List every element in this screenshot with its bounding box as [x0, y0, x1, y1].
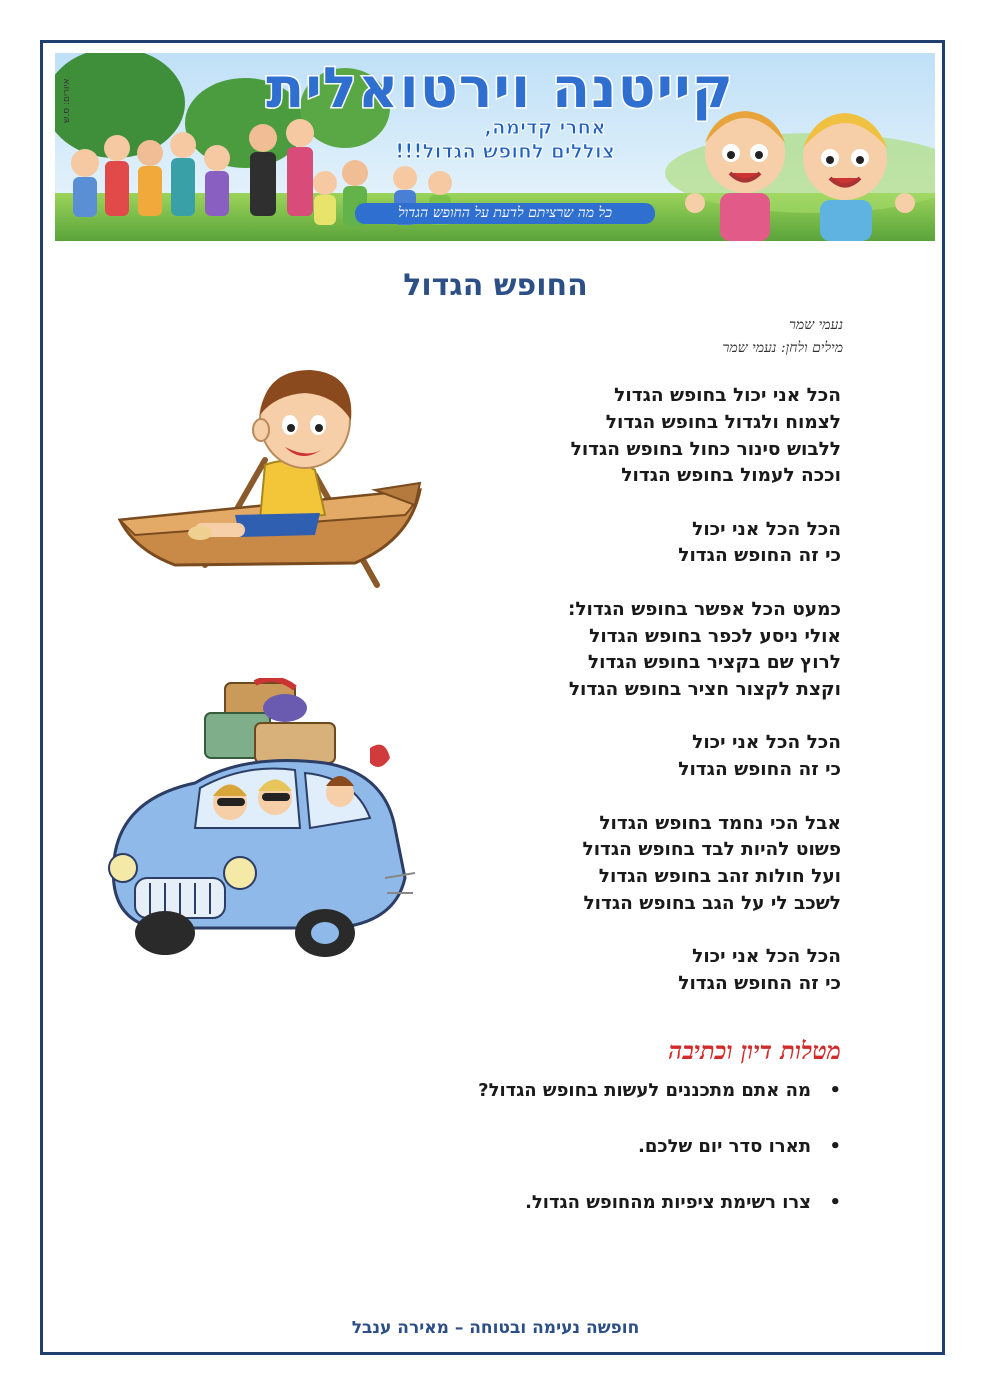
poem-line: כי זה החופש הגדול [678, 973, 841, 995]
task-text: מה אתם מתכננים לעשות בחופש הגדול? [478, 1080, 811, 1101]
page-title: החופש הגדול [403, 268, 588, 303]
family-car-illustration [95, 678, 415, 972]
banner-title: קייטנה וירטואלית [266, 56, 734, 121]
poem-line: לרוץ שם בקציר בחופש הגדול [587, 652, 841, 674]
banner-subtitle-line1: אחרי קדימה, [484, 115, 606, 139]
list-item [478, 1078, 841, 1134]
poem-line: אולי ניסע לכפר בחופש הגדול [589, 625, 841, 647]
poem-line: וקצת לקצור חציר בחופש הגדול [568, 679, 841, 701]
poem-line: ללבוש סינור כחול בחופש הגדול [570, 438, 841, 460]
chorus [568, 730, 841, 784]
author-name: נעמי שמר [789, 317, 843, 333]
song-credits [722, 314, 843, 360]
poem-line: לצמוח ולגדול בחופש הגדול [605, 411, 841, 433]
header-banner [55, 53, 935, 241]
bullet-icon: • [829, 1192, 841, 1213]
poem-lyrics [568, 383, 841, 1024]
poem-line: אבל הכי נחמד בחופש הגדול [599, 812, 841, 834]
poem-line: הכל אני יכול בחופש הגדול [614, 385, 841, 406]
stanza [568, 811, 841, 918]
discussion-tasks-title: מטלות דיון וכתיבה [668, 1036, 841, 1065]
lyrics-music-credit: מילים ולחן: נעמי שמר [722, 340, 843, 356]
poem-line: לשכב לי על הגב בחופש הגדול [583, 892, 841, 914]
poem-line: הכל הכל אני יכול [692, 732, 841, 754]
poem-line: וככה לעמול בחופש הגדול [621, 465, 841, 487]
bullet-icon: • [829, 1136, 841, 1157]
chorus [568, 517, 841, 571]
poem-line: כי זה החופש הגדול [678, 545, 841, 567]
poem-line: הכל הכל אני יכול [692, 946, 841, 968]
list-item [478, 1190, 841, 1246]
task-text: תארו סדר יום שלכם. [638, 1136, 811, 1157]
chorus [568, 944, 841, 998]
stanza [568, 597, 841, 704]
poem-line: כי זה החופש הגדול [678, 759, 841, 781]
footer-signature: חופשה נעימה ובטוחה – מאירה ענבל [351, 1318, 640, 1338]
poem-line: כמעט הכל אפשר בחופש הגדול: [567, 598, 841, 620]
svg-text:איורים: ס.ש: איורים: ס.ש [62, 78, 72, 123]
banner-subtitle-line2: צוללים לחופש הגדול!!! [395, 139, 615, 163]
boy-in-boat-illustration [115, 365, 435, 599]
poem-line: ועל חולות זהב בחופש הגדול [598, 866, 841, 888]
task-text: צרו רשימת ציפיות מהחופש הגדול. [525, 1192, 811, 1213]
poem-line: פשוט להיות לבד בחופש הגדול [582, 839, 841, 861]
stanza [568, 383, 841, 490]
banner-tagline: כל מה שרציתם לדעת על החופש הגדול [355, 203, 655, 224]
poem-line: הכל הכל אני יכול [692, 518, 841, 540]
discussion-tasks-list [478, 1078, 841, 1246]
bullet-icon: • [829, 1080, 841, 1101]
list-item [478, 1134, 841, 1190]
